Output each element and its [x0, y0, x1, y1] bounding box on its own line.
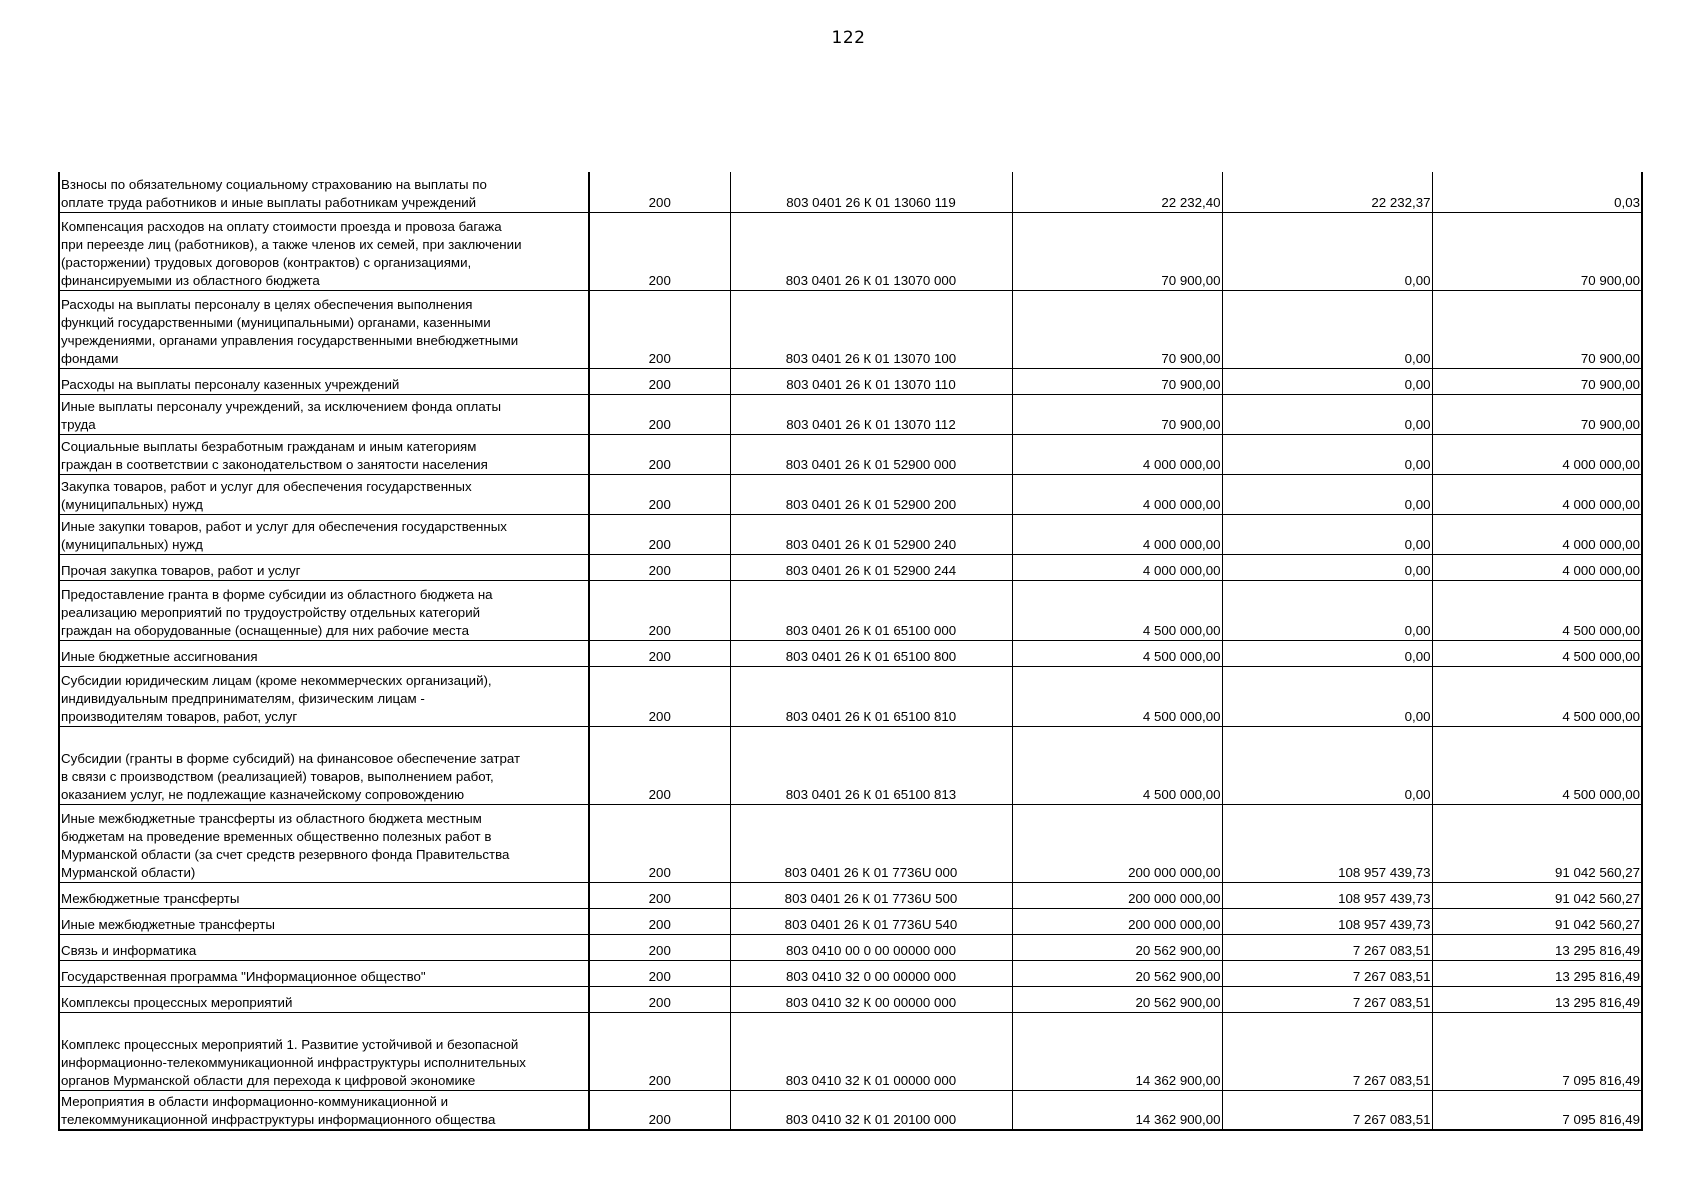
- row-approved-cell: 4 000 000,00: [1012, 474, 1222, 514]
- row-executed-cell: 0,00: [1222, 580, 1432, 640]
- row-executed-cell: 7 267 083,51: [1222, 1012, 1432, 1090]
- row-code-cell: 200: [589, 804, 730, 882]
- row-executed-cell: 108 957 439,73: [1222, 882, 1432, 908]
- row-kbk-cell: 803 0401 26 К 01 52900 200: [730, 474, 1012, 514]
- row-code-cell: 200: [589, 212, 730, 290]
- row-code-cell: 200: [589, 934, 730, 960]
- row-kbk-cell: 803 0401 26 К 01 13070 112: [730, 394, 1012, 434]
- row-approved-cell: 70 900,00: [1012, 394, 1222, 434]
- row-unexecuted-cell: 13 295 816,49: [1432, 934, 1642, 960]
- row-approved-cell: 200 000 000,00: [1012, 804, 1222, 882]
- row-code-cell: 200: [589, 640, 730, 666]
- row-approved-cell: 4 500 000,00: [1012, 666, 1222, 726]
- row-name-cell: Комплексы процессных мероприятий: [59, 986, 589, 1012]
- row-code-cell: 200: [589, 394, 730, 434]
- row-name-cell: Расходы на выплаты персоналу в целях обеспечения выполнения функций государственными (муниципальными) органами, казенными учреждениями, органами управления государственными внебюджетными фондами: [59, 290, 589, 368]
- row-executed-cell: 0,00: [1222, 554, 1432, 580]
- row-name-cell: Расходы на выплаты персоналу казенных учреждений: [59, 368, 589, 394]
- row-kbk-cell: 803 0410 32 К 01 20100 000: [730, 1090, 1012, 1130]
- row-kbk-cell: 803 0401 26 К 01 7736U 540: [730, 908, 1012, 934]
- row-code-cell: 200: [589, 1012, 730, 1090]
- row-unexecuted-cell: 4 500 000,00: [1432, 640, 1642, 666]
- row-name-cell: Прочая закупка товаров, работ и услуг: [59, 554, 589, 580]
- row-approved-cell: 14 362 900,00: [1012, 1090, 1222, 1130]
- table-row: [59, 882, 1642, 908]
- row-kbk-cell: 803 0401 26 К 01 13070 000: [730, 212, 1012, 290]
- table-row: [59, 908, 1642, 934]
- row-executed-cell: 7 267 083,51: [1222, 986, 1432, 1012]
- table-row: [59, 212, 1642, 290]
- page-number: 122: [831, 28, 866, 48]
- row-name-cell: Социальные выплаты безработным гражданам и иным категориям граждан в соответствии с законодательством о занятости населения: [59, 434, 589, 474]
- table-row: [59, 986, 1642, 1012]
- row-name-cell: Иные межбюджетные трансферты: [59, 908, 589, 934]
- row-kbk-cell: 803 0401 26 К 01 65100 800: [730, 640, 1012, 666]
- row-unexecuted-cell: 4 000 000,00: [1432, 554, 1642, 580]
- table-row: [59, 580, 1642, 640]
- row-approved-cell: 20 562 900,00: [1012, 934, 1222, 960]
- row-kbk-cell: 803 0401 26 К 01 7736U 500: [730, 882, 1012, 908]
- row-code-cell: 200: [589, 554, 730, 580]
- row-code-cell: 200: [589, 172, 730, 212]
- table-row: [59, 290, 1642, 368]
- table-row: [59, 1012, 1642, 1090]
- row-name-cell: Связь и информатика: [59, 934, 589, 960]
- table-row: [59, 514, 1642, 554]
- row-approved-cell: 20 562 900,00: [1012, 986, 1222, 1012]
- row-unexecuted-cell: 70 900,00: [1432, 290, 1642, 368]
- row-name-cell: Мероприятия в области информационно-коммуникационной и телекоммуникационной инфраструктуры информационного общества: [59, 1090, 589, 1130]
- row-unexecuted-cell: 4 000 000,00: [1432, 434, 1642, 474]
- row-unexecuted-cell: 70 900,00: [1432, 368, 1642, 394]
- table-row: [59, 434, 1642, 474]
- row-kbk-cell: 803 0401 26 К 01 7736U 000: [730, 804, 1012, 882]
- row-unexecuted-cell: 4 000 000,00: [1432, 514, 1642, 554]
- row-unexecuted-cell: 0,03: [1432, 172, 1642, 212]
- row-approved-cell: 22 232,40: [1012, 172, 1222, 212]
- row-kbk-cell: 803 0401 26 К 01 52900 244: [730, 554, 1012, 580]
- row-name-cell: Закупка товаров, работ и услуг для обеспечения государственных (муниципальных) нужд: [59, 474, 589, 514]
- row-unexecuted-cell: 13 295 816,49: [1432, 986, 1642, 1012]
- row-code-cell: 200: [589, 368, 730, 394]
- row-name-cell: Иные выплаты персоналу учреждений, за исключением фонда оплаты труда: [59, 394, 589, 434]
- row-executed-cell: 0,00: [1222, 514, 1432, 554]
- row-approved-cell: 4 500 000,00: [1012, 726, 1222, 804]
- row-kbk-cell: 803 0401 26 К 01 52900 240: [730, 514, 1012, 554]
- table-row: [59, 1090, 1642, 1130]
- row-name-cell: Иные межбюджетные трансферты из областного бюджета местным бюджетам на проведение временных общественно полезных работ в Мурманской области (за счет средств резервного фонда Правительства Мурманской области): [59, 804, 589, 882]
- row-code-cell: 200: [589, 882, 730, 908]
- table-row: [59, 554, 1642, 580]
- row-executed-cell: 0,00: [1222, 212, 1432, 290]
- row-kbk-cell: 803 0410 32 0 00 00000 000: [730, 960, 1012, 986]
- row-name-cell: Субсидии юридическим лицам (кроме некоммерческих организаций), индивидуальным предпринимателям, физическим лицам - производителям товаров, работ, услуг: [59, 666, 589, 726]
- table-row: [59, 394, 1642, 434]
- table-row: [59, 640, 1642, 666]
- table-row: [59, 726, 1642, 804]
- table-row: [59, 804, 1642, 882]
- row-kbk-cell: 803 0401 26 К 01 65100 813: [730, 726, 1012, 804]
- table-row: [59, 172, 1642, 212]
- budget-execution-table: [58, 172, 1643, 1131]
- row-executed-cell: 22 232,37: [1222, 172, 1432, 212]
- row-unexecuted-cell: 91 042 560,27: [1432, 804, 1642, 882]
- row-executed-cell: 0,00: [1222, 434, 1432, 474]
- row-name-cell: Иные бюджетные ассигнования: [59, 640, 589, 666]
- row-name-cell: Иные закупки товаров, работ и услуг для обеспечения государственных (муниципальных) нужд: [59, 514, 589, 554]
- row-unexecuted-cell: 13 295 816,49: [1432, 960, 1642, 986]
- row-unexecuted-cell: 4 500 000,00: [1432, 666, 1642, 726]
- row-name-cell: Субсидии (гранты в форме субсидий) на финансовое обеспечение затрат в связи с производством (реализацией) товаров, выполнением работ, оказанием услуг, не подлежащие казначейскому сопровождению: [59, 726, 589, 804]
- row-executed-cell: 108 957 439,73: [1222, 804, 1432, 882]
- row-executed-cell: 0,00: [1222, 640, 1432, 666]
- row-code-cell: 200: [589, 1090, 730, 1130]
- table-body: [59, 172, 1642, 1130]
- row-executed-cell: 0,00: [1222, 474, 1432, 514]
- row-executed-cell: 7 267 083,51: [1222, 1090, 1432, 1130]
- row-executed-cell: 0,00: [1222, 726, 1432, 804]
- row-approved-cell: 14 362 900,00: [1012, 1012, 1222, 1090]
- row-kbk-cell: 803 0401 26 К 01 52900 000: [730, 434, 1012, 474]
- row-code-cell: 200: [589, 666, 730, 726]
- row-approved-cell: 4 000 000,00: [1012, 434, 1222, 474]
- row-code-cell: 200: [589, 960, 730, 986]
- row-kbk-cell: 803 0401 26 К 01 13060 119: [730, 172, 1012, 212]
- row-name-cell: Государственная программа "Информационное общество": [59, 960, 589, 986]
- row-name-cell: Взносы по обязательному социальному страхованию на выплаты по оплате труда работников и иные выплаты работникам учреждений: [59, 172, 589, 212]
- table-row: [59, 666, 1642, 726]
- row-code-cell: 200: [589, 474, 730, 514]
- row-kbk-cell: 803 0401 26 К 01 65100 000: [730, 580, 1012, 640]
- row-unexecuted-cell: 91 042 560,27: [1432, 882, 1642, 908]
- row-executed-cell: 108 957 439,73: [1222, 908, 1432, 934]
- table-row: [59, 474, 1642, 514]
- row-approved-cell: 4 500 000,00: [1012, 640, 1222, 666]
- row-unexecuted-cell: 4 500 000,00: [1432, 580, 1642, 640]
- row-code-cell: 200: [589, 908, 730, 934]
- table-row: [59, 368, 1642, 394]
- row-approved-cell: 70 900,00: [1012, 290, 1222, 368]
- row-executed-cell: 0,00: [1222, 290, 1432, 368]
- row-unexecuted-cell: 4 000 000,00: [1432, 474, 1642, 514]
- row-name-cell: Предоставление гранта в форме субсидии из областного бюджета на реализацию мероприятий по трудоустройству отдельных категорий граждан на оборудованные (оснащенные) для них рабочие места: [59, 580, 589, 640]
- row-approved-cell: 200 000 000,00: [1012, 882, 1222, 908]
- row-approved-cell: 70 900,00: [1012, 368, 1222, 394]
- row-kbk-cell: 803 0410 00 0 00 00000 000: [730, 934, 1012, 960]
- row-executed-cell: 0,00: [1222, 368, 1432, 394]
- row-name-cell: Межбюджетные трансферты: [59, 882, 589, 908]
- row-kbk-cell: 803 0401 26 К 01 13070 100: [730, 290, 1012, 368]
- row-approved-cell: 4 000 000,00: [1012, 514, 1222, 554]
- row-approved-cell: 4 000 000,00: [1012, 554, 1222, 580]
- row-executed-cell: 0,00: [1222, 394, 1432, 434]
- row-unexecuted-cell: 70 900,00: [1432, 212, 1642, 290]
- row-code-cell: 200: [589, 290, 730, 368]
- row-approved-cell: 70 900,00: [1012, 212, 1222, 290]
- row-name-cell: Комплекс процессных мероприятий 1. Развитие устойчивой и безопасной информационно-телекоммуникационной инфраструктуры исполнительных органов Мурманской области для перехода к цифровой экономике: [59, 1012, 589, 1090]
- row-unexecuted-cell: 91 042 560,27: [1432, 908, 1642, 934]
- row-executed-cell: 0,00: [1222, 666, 1432, 726]
- row-executed-cell: 7 267 083,51: [1222, 960, 1432, 986]
- row-kbk-cell: 803 0401 26 К 01 65100 810: [730, 666, 1012, 726]
- row-kbk-cell: 803 0401 26 К 01 13070 110: [730, 368, 1012, 394]
- row-kbk-cell: 803 0410 32 К 00 00000 000: [730, 986, 1012, 1012]
- row-unexecuted-cell: 7 095 816,49: [1432, 1090, 1642, 1130]
- row-unexecuted-cell: 7 095 816,49: [1432, 1012, 1642, 1090]
- row-executed-cell: 7 267 083,51: [1222, 934, 1432, 960]
- row-code-cell: 200: [589, 514, 730, 554]
- row-unexecuted-cell: 4 500 000,00: [1432, 726, 1642, 804]
- table-row: [59, 934, 1642, 960]
- row-approved-cell: 4 500 000,00: [1012, 580, 1222, 640]
- row-code-cell: 200: [589, 986, 730, 1012]
- table-row: [59, 960, 1642, 986]
- row-code-cell: 200: [589, 580, 730, 640]
- row-unexecuted-cell: 70 900,00: [1432, 394, 1642, 434]
- row-code-cell: 200: [589, 726, 730, 804]
- row-name-cell: Компенсация расходов на оплату стоимости проезда и провоза багажа при переезде лиц (работников), а также членов их семей, при заключении (расторжении) трудовых договоров (контрактов) с организациями, финансируемыми из областного бюджета: [59, 212, 589, 290]
- row-code-cell: 200: [589, 434, 730, 474]
- row-approved-cell: 200 000 000,00: [1012, 908, 1222, 934]
- row-approved-cell: 20 562 900,00: [1012, 960, 1222, 986]
- row-kbk-cell: 803 0410 32 К 01 00000 000: [730, 1012, 1012, 1090]
